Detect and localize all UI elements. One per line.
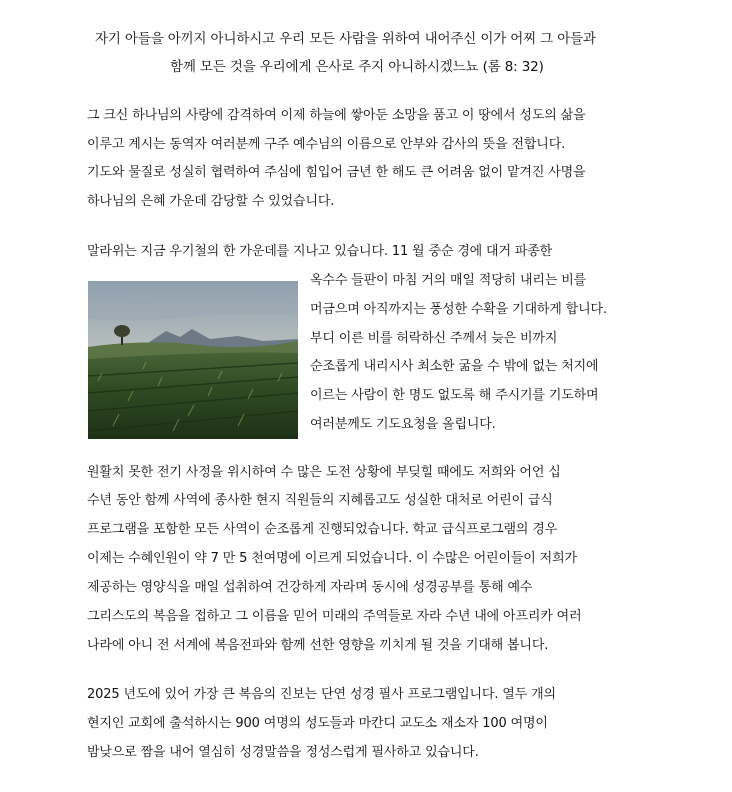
scripture-verse-line-1: 자기 아들을 아끼지 아니하시고 우리 모든 사람을 위하여 내어주신 이가 어찌 그 아들과 [95,31,596,47]
text-line: 순조롭게 내리시사 최소한 굶을 수 밖에 없는 처지에 [310,359,599,374]
text-line: 하나님의 은혜 가운데 감당할 수 있었습니다. [87,194,335,209]
text-line: 기도와 물질로 성실히 협력하여 주심에 힘입어 금년 한 해도 큰 어려움 없이 맡겨진 사명을 [87,165,586,180]
text-line: 현지인 교회에 출석하시는 900 여명의 성도들과 마칸디 교도소 재소자 100 여명이 [87,716,548,731]
text-line: 제공하는 영양식을 매일 섭취하여 건강하게 자라며 동시에 성경공부를 통해 예수 [87,580,533,595]
text-line: 옥수수 들판이 마침 거의 매일 적당히 내리는 비를 [310,273,587,288]
text-line: 이제는 수혜인원이 약 7 만 5 천여명에 이르게 되었습니다. 이 수많은 어린이들이 저희가 [87,551,577,566]
text-line: 그 크신 하나님의 사랑에 감격하여 이제 하늘에 쌓아둔 소망을 품고 이 땅에서 성도의 삶을 [87,108,586,123]
text-line: 이르는 사람이 한 명도 없도록 해 주시기를 기도하며 [310,388,599,403]
text-line: 나라에 아니 전 서계에 복음전파와 함께 선한 영향을 끼치게 될 것을 기대해 봅니다. [87,638,549,653]
maize-field-photo [88,281,298,439]
text-line: 프로그램을 포함한 모든 사역이 순조롭게 진행되었습니다. 학교 급식프로그램의 경우 [87,522,558,537]
text-line: 2025 년도에 있어 가장 큰 복음의 진보는 단연 성경 필사 프로그램입니다. 열두 개의 [87,687,556,702]
text-line: 밤낮으로 짬을 내어 열심히 성경말씀을 정성스럽게 필사하고 있습니다. [87,745,479,760]
text-line: 여러분께도 기도요청을 올립니다. [310,417,496,432]
text-line: 그리스도의 복음을 접하고 그 이름을 믿어 미래의 주역들로 자라 수년 내에 아프리카 여러 [87,609,582,624]
text-line: 수년 동안 함께 사역에 종사한 현지 직원들의 지혜롭고도 성실한 대처로 어린이 급식 [87,493,553,508]
text-line: 말라위는 지금 우기철의 한 가운데를 지나고 있습니다. 11 월 중순 경에 대거 파종한 [87,244,553,259]
text-line: 부디 이른 비를 허락하신 주께서 늦은 비까지 [310,331,558,346]
text-line: 원활치 못한 전기 사정을 위시하여 수 많은 도전 상황에 부딪힐 때에도 저희와 어언 십 [87,465,561,480]
scripture-verse-line-2: 함께 모든 것을 우리에게 은사로 주지 아니하시겠느뇨 (롬 8: 32) [170,59,544,75]
text-line: 머금으며 아직까지는 풍성한 수확을 기대하게 합니다. [310,302,607,317]
text-line: 이루고 계시는 동역자 여러분께 구주 예수님의 이름으로 안부와 감사의 뜻을 전합니다. [87,137,566,152]
